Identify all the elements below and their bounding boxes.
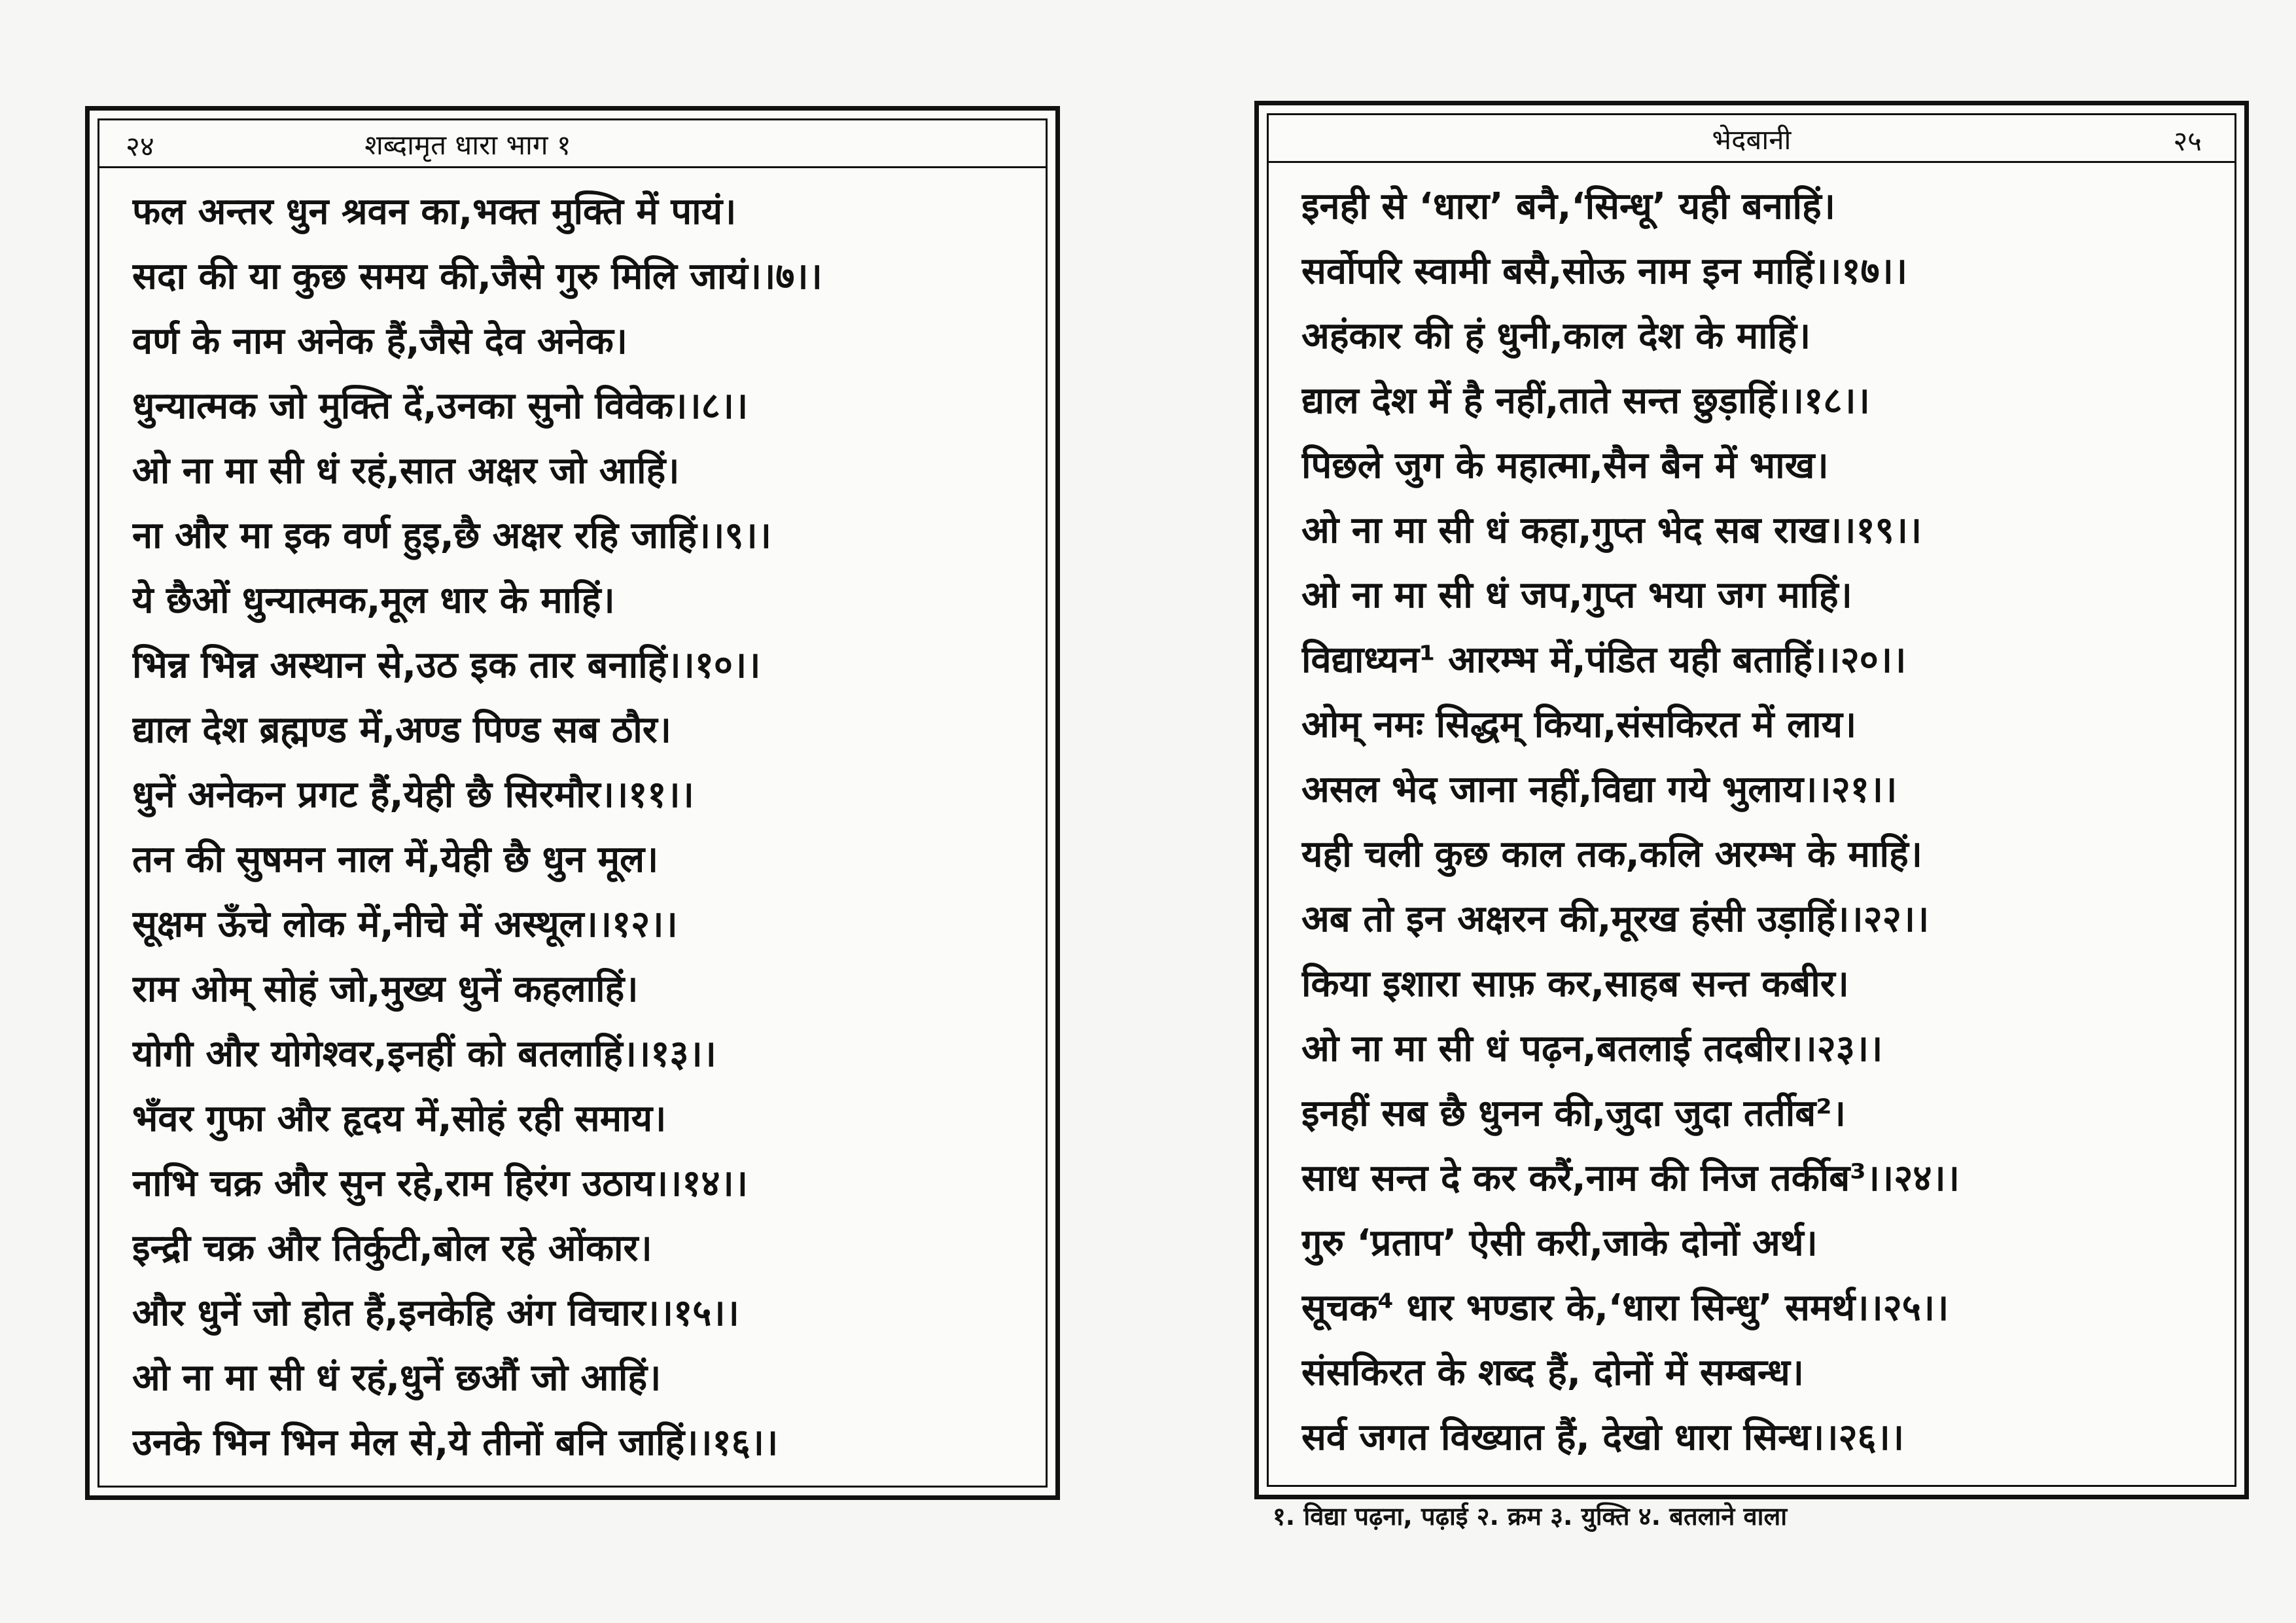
verse-line: सर्व जगत विख्यात हैं, देखो धारा सिन्ध।।२६।। [1301, 1416, 1905, 1459]
right-page-number: २५ [2173, 125, 2202, 157]
verse-line: फल अन्तर धुन श्रवन का,भक्त मुक्ति में पायं। [132, 190, 737, 233]
verse-line: सदा की या कुछ समय की,जैसे गुरु मिलि जायं।।७।। [132, 255, 822, 298]
verse-line: भिन्न भिन्न अस्थान से,उठ इक तार बनाहिं।।१०।। [132, 644, 761, 687]
verse-line: राम ओम् सोहं जो,मुख्य धुनें कहलाहिं। [132, 968, 639, 1010]
verse-line: सूक्षम ऊँचे लोक में,नीचे में अस्थूल।।१२।। [132, 903, 678, 946]
verse-line: ओ ना मा सी धं रहं,सात अक्षर जो आहिं। [132, 450, 680, 492]
verse-line: गुरु ‘प्रताप’ ऐसी करी,जाके दोनों अर्थ। [1301, 1222, 1818, 1264]
verse-line: ओ ना मा सी धं जप,गुप्त भया जग माहिं। [1301, 574, 1852, 616]
verse-line: ओ ना मा सी धं रहं,धुनें छऔं जो आहिं। [132, 1357, 662, 1399]
verse-line: इन्द्री चक्र और तिर्कुटी,बोल रहे ओंकार। [132, 1227, 652, 1270]
verse-line: साध सन्त दे कर करैं,नाम की निज तर्कीब³।।२४।। [1301, 1157, 1960, 1200]
verse-line: असल भेद जाना नहीं,विद्या गये भुलाय।।२१।। [1301, 768, 1898, 811]
verse-line: ये छैओं धुन्यात्मक,मूल धार के माहिं। [132, 579, 615, 622]
verse-line: पिछले जुग के महात्मा,सैन बैन में भाख। [1301, 444, 1829, 487]
verse-line: संसकिरत के शब्द हैं, दोनों में सम्बन्ध। [1301, 1351, 1805, 1394]
verse-line: धुनें अनेकन प्रगट हैं,येही छै सिरमौर।।११।। [132, 774, 694, 816]
verse-line: अहंकार की हं धुनी,काल देश के माहिं। [1301, 315, 1811, 357]
verse-line: योगी और योगेश्वर,इनहीं को बतलाहिं।।१३।। [132, 1033, 716, 1075]
left-verses [132, 179, 1026, 1475]
verse-line: तन की सुषमन नाल में,येही छै धुन मूल। [132, 838, 659, 881]
verse-line: सर्वोपरि स्वामी बसै,सोऊ नाम इन माहिं।।१७।। [1301, 250, 1908, 293]
left-page-frame [97, 118, 1048, 1488]
verse-line: किया इशारा साफ़ कर,साहब सन्त कबीर। [1301, 963, 1849, 1005]
verse-line: यही चली कुछ काल तक,कलि अरम्भ के माहिं। [1301, 833, 1922, 876]
verse-line: ओ ना मा सी धं पढ़न,बतलाई तदबीर।।२३।। [1301, 1027, 1883, 1070]
left-page-title: शब्दामृत धारा भाग १ [364, 129, 571, 161]
left-page-header [99, 120, 1046, 168]
verse-line: भँवर गुफा और हृदय में,सोहं रही समाय। [132, 1097, 667, 1140]
verse-line: ओम् नमः सिद्धम् किया,संसकिरत में लाय। [1301, 704, 1857, 746]
verse-line: ओ ना मा सी धं कहा,गुप्त भेद सब राख।।१९।। [1301, 509, 1922, 552]
verse-line: द्याल देश ब्रह्मण्ड में,अण्ड पिण्ड सब ठौर। [132, 709, 671, 751]
verse-line: ना और मा इक वर्ण हुइ,छै अक्षर रहि जाहिं।।९।। [132, 514, 771, 557]
verse-line: विद्याध्यन¹ आरम्भ में,पंडित यही बताहिं।।२०।। [1301, 639, 1907, 681]
verse-line: अब तो इन अक्षरन की,मूरख हंसी उड़ाहिं।।२२।। [1301, 898, 1930, 940]
left-page [85, 106, 1060, 1500]
verse-line: और धुनें जो होत हैं,इनकेहि अंग विचार।।१५।। [132, 1292, 739, 1334]
verse-line: उनके भिन भिन मेल से,ये तीनों बनि जाहिं।।१६।। [132, 1421, 779, 1464]
right-verses [1301, 174, 2215, 1470]
verse-line: इनहीं सब छै धुनन की,जुदा जुदा तर्तीब²। [1301, 1092, 1846, 1135]
verse-line: नाभि चक्र और सुन रहे,राम हिरंग उठाय।।१४।। [132, 1162, 748, 1205]
right-page-header [1269, 115, 2234, 163]
verse-line: इनही से ‘धारा’ बनै,‘सिन्धू’ यही बनाहिं। [1301, 185, 1835, 228]
right-page-title: भेदबानी [1712, 124, 1792, 156]
verse-line: धुन्यात्मक जो मुक्ति दें,उनका सुनो विवेक।।८।। [132, 385, 749, 427]
left-page-number: २४ [126, 130, 154, 162]
right-page [1254, 101, 2249, 1499]
verse-line: द्याल देश में है नहीं,ताते सन्त छुड़ाहिं।।१८।। [1301, 380, 1870, 422]
footnote: १. विद्या पढ़ना, पढ़ाई २. क्रम ३. युक्ति ४. बतलाने वाला [1273, 1502, 1788, 1531]
verse-line: वर्ण के नाम अनेक हैं,जैसे देव अनेक। [132, 320, 627, 363]
right-page-frame [1267, 113, 2236, 1487]
verse-line: सूचक⁴ धार भण्डार के,‘धारा सिन्धु’ समर्थ।।२५।। [1301, 1287, 1949, 1329]
